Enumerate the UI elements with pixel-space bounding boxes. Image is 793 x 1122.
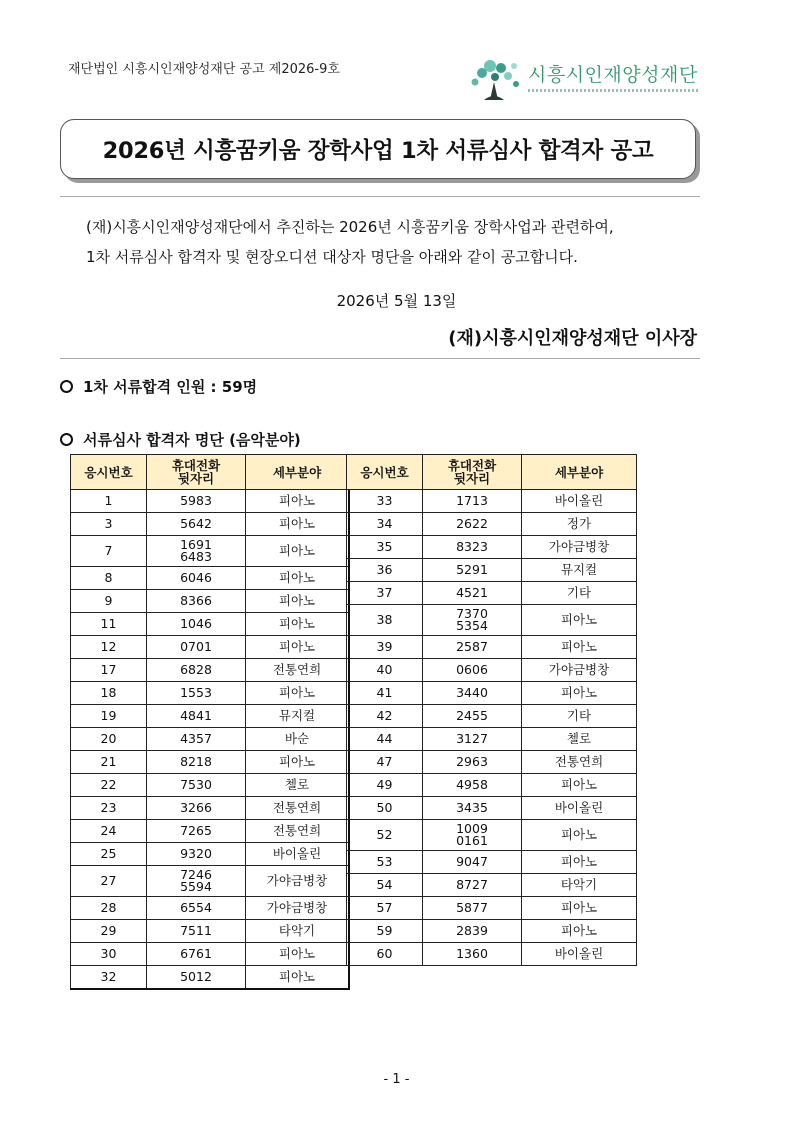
- table-row: [347, 513, 637, 536]
- table-row: [71, 820, 350, 843]
- field-cell: 피아노: [522, 682, 637, 705]
- column-header-phone: 휴대전화 뒷자리: [423, 455, 522, 490]
- applicant-number-cell: 29: [71, 920, 147, 943]
- field-cell: 가야금병창: [246, 897, 350, 920]
- phone-digits-cell: 1691 6483: [147, 536, 246, 567]
- phone-digits-cell: 5642: [147, 513, 246, 536]
- phone-digits-cell: 8323: [423, 536, 522, 559]
- field-cell: 피아노: [246, 590, 350, 613]
- page-number: - 1 -: [383, 1072, 410, 1087]
- phone-digits-cell: 7246 5594: [147, 866, 246, 897]
- phone-digits-cell: 5012: [147, 966, 246, 990]
- phone-digits-cell: 9320: [147, 843, 246, 866]
- table-row: [347, 705, 637, 728]
- applicant-number-cell: 50: [347, 797, 423, 820]
- table-row: [347, 490, 637, 513]
- table-row: [71, 613, 350, 636]
- table-row: [347, 820, 637, 851]
- field-cell: 전통연희: [246, 820, 350, 843]
- applicant-number-cell: 57: [347, 897, 423, 920]
- notice-body: [86, 212, 706, 272]
- logo-subtitle-line: [528, 89, 700, 92]
- applicant-number-cell: 36: [347, 559, 423, 582]
- applicant-number-cell: 21: [71, 751, 147, 774]
- field-cell: 바이올린: [522, 490, 637, 513]
- passed-table-left: [70, 454, 350, 990]
- applicant-number-cell: 8: [71, 567, 147, 590]
- applicant-number-cell: 40: [347, 659, 423, 682]
- title-box: [60, 119, 696, 179]
- passed-table-right: [346, 454, 637, 966]
- field-cell: 피아노: [246, 966, 350, 990]
- table-row: [71, 774, 350, 797]
- field-cell: 뮤지컬: [522, 559, 637, 582]
- section-label: 1차 서류합격 인원 : 59명: [83, 378, 258, 396]
- phone-digits-cell: 0606: [423, 659, 522, 682]
- table-row: [71, 797, 350, 820]
- applicant-number-cell: 3: [71, 513, 147, 536]
- phone-digits-cell: 8218: [147, 751, 246, 774]
- table-row: [347, 636, 637, 659]
- phone-digits-cell: 6046: [147, 567, 246, 590]
- table-row: [347, 659, 637, 682]
- applicant-number-cell: 17: [71, 659, 147, 682]
- field-cell: 피아노: [522, 636, 637, 659]
- section-label: 서류심사 합격자 명단 (음악분야): [83, 431, 301, 449]
- applicant-number-cell: 19: [71, 705, 147, 728]
- notice-date: 2026년 5월 13일: [336, 292, 457, 310]
- applicant-number-cell: 32: [71, 966, 147, 990]
- applicant-number-cell: 34: [347, 513, 423, 536]
- section-passed-count: [60, 376, 257, 397]
- applicant-number-cell: 38: [347, 605, 423, 636]
- field-cell: 피아노: [522, 774, 637, 797]
- applicant-number-cell: 59: [347, 920, 423, 943]
- field-cell: 가야금병창: [522, 659, 637, 682]
- applicant-number-cell: 37: [347, 582, 423, 605]
- phone-digits-cell: 2622: [423, 513, 522, 536]
- phone-digits-cell: 3127: [423, 728, 522, 751]
- table-row: [347, 559, 637, 582]
- field-cell: 타악기: [522, 874, 637, 897]
- applicant-number-cell: 33: [347, 490, 423, 513]
- field-cell: 첼로: [522, 728, 637, 751]
- divider: [60, 358, 700, 359]
- field-cell: 전통연희: [246, 659, 350, 682]
- table-row: [71, 943, 350, 966]
- applicant-number-cell: 49: [347, 774, 423, 797]
- field-cell: 전통연희: [522, 751, 637, 774]
- field-cell: 피아노: [522, 820, 637, 851]
- phone-digits-cell: 8727: [423, 874, 522, 897]
- field-cell: 피아노: [246, 490, 350, 513]
- field-cell: 가야금병창: [246, 866, 350, 897]
- field-cell: 피아노: [246, 513, 350, 536]
- page-title: 2026년 시흥꿈키움 장학사업 1차 서류심사 합격자 공고: [102, 138, 654, 164]
- table-row: [71, 866, 350, 897]
- tree-logo-icon: [468, 58, 524, 102]
- applicant-number-cell: 60: [347, 943, 423, 966]
- applicant-number-cell: 39: [347, 636, 423, 659]
- applicant-number-cell: 30: [71, 943, 147, 966]
- phone-digits-cell: 2455: [423, 705, 522, 728]
- applicant-number-cell: 18: [71, 682, 147, 705]
- field-cell: 피아노: [522, 605, 637, 636]
- applicant-number-cell: 23: [71, 797, 147, 820]
- field-cell: 피아노: [246, 636, 350, 659]
- phone-digits-cell: 7265: [147, 820, 246, 843]
- divider: [60, 196, 700, 197]
- phone-digits-cell: 2587: [423, 636, 522, 659]
- applicant-number-cell: 47: [347, 751, 423, 774]
- field-cell: 피아노: [246, 943, 350, 966]
- field-cell: 바순: [246, 728, 350, 751]
- applicant-number-cell: 25: [71, 843, 147, 866]
- field-cell: 피아노: [246, 682, 350, 705]
- field-cell: 전통연희: [246, 797, 350, 820]
- phone-digits-cell: 3435: [423, 797, 522, 820]
- notice-number: 재단법인 시흥시인재양성재단 공고 제2026-9호: [68, 62, 340, 77]
- applicant-number-cell: 42: [347, 705, 423, 728]
- field-cell: 기타: [522, 582, 637, 605]
- field-cell: 기타: [522, 705, 637, 728]
- phone-digits-cell: 6554: [147, 897, 246, 920]
- field-cell: 피아노: [522, 920, 637, 943]
- table-row: [347, 751, 637, 774]
- foundation-logo: [468, 58, 708, 102]
- phone-digits-cell: 3266: [147, 797, 246, 820]
- column-header-phone: 휴대전화 뒷자리: [147, 455, 246, 490]
- table-row: [347, 851, 637, 874]
- field-cell: 바이올린: [246, 843, 350, 866]
- applicant-number-cell: 54: [347, 874, 423, 897]
- phone-digits-cell: 7530: [147, 774, 246, 797]
- applicant-number-cell: 24: [71, 820, 147, 843]
- phone-digits-cell: 6828: [147, 659, 246, 682]
- phone-digits-cell: 1553: [147, 682, 246, 705]
- circle-bullet-icon: [60, 433, 73, 446]
- applicant-number-cell: 27: [71, 866, 147, 897]
- applicant-number-cell: 22: [71, 774, 147, 797]
- table-row: [347, 536, 637, 559]
- phone-digits-cell: 4357: [147, 728, 246, 751]
- table-row: [347, 582, 637, 605]
- applicant-number-cell: 44: [347, 728, 423, 751]
- table-row: [71, 751, 350, 774]
- signature: (재)시흥시인재양성재단 이사장: [448, 328, 697, 349]
- table-row: [71, 567, 350, 590]
- table-row: [71, 536, 350, 567]
- table-row: [347, 874, 637, 897]
- phone-digits-cell: 1046: [147, 613, 246, 636]
- table-row: [71, 966, 350, 990]
- logo-text: 시흥시인재양성재단: [528, 64, 698, 86]
- circle-bullet-icon: [60, 380, 73, 393]
- phone-digits-cell: 5291: [423, 559, 522, 582]
- phone-digits-cell: 4958: [423, 774, 522, 797]
- applicant-number-cell: 28: [71, 897, 147, 920]
- phone-digits-cell: 1009 0161: [423, 820, 522, 851]
- phone-digits-cell: 4521: [423, 582, 522, 605]
- phone-digits-cell: 1713: [423, 490, 522, 513]
- applicant-number-cell: 1: [71, 490, 147, 513]
- field-cell: 피아노: [246, 751, 350, 774]
- field-cell: 정가: [522, 513, 637, 536]
- field-cell: 피아노: [246, 613, 350, 636]
- applicant-number-cell: 53: [347, 851, 423, 874]
- table-row: [71, 659, 350, 682]
- body-line-2: 1차 서류심사 합격자 및 현장오디션 대상자 명단을 아래와 같이 공고합니다.: [86, 248, 578, 266]
- applicant-number-cell: 7: [71, 536, 147, 567]
- phone-digits-cell: 5877: [423, 897, 522, 920]
- field-cell: 피아노: [522, 851, 637, 874]
- phone-digits-cell: 1360: [423, 943, 522, 966]
- applicant-number-cell: 9: [71, 590, 147, 613]
- table-row: [347, 774, 637, 797]
- applicant-number-cell: 35: [347, 536, 423, 559]
- phone-digits-cell: 9047: [423, 851, 522, 874]
- table-row: [71, 636, 350, 659]
- table-row: [71, 590, 350, 613]
- table-row: [347, 682, 637, 705]
- table-row: [71, 682, 350, 705]
- applicant-number-cell: 20: [71, 728, 147, 751]
- field-cell: 피아노: [246, 536, 350, 567]
- table-row: [347, 897, 637, 920]
- table-row: [71, 897, 350, 920]
- section-passed-list: [60, 429, 301, 450]
- column-header-number: 응시번호: [71, 455, 147, 490]
- table-row: [347, 797, 637, 820]
- phone-digits-cell: 3440: [423, 682, 522, 705]
- phone-digits-cell: 2839: [423, 920, 522, 943]
- field-cell: 가야금병창: [522, 536, 637, 559]
- applicant-number-cell: 52: [347, 820, 423, 851]
- phone-digits-cell: 5983: [147, 490, 246, 513]
- table-row: [347, 605, 637, 636]
- field-cell: 타악기: [246, 920, 350, 943]
- table-row: [71, 705, 350, 728]
- field-cell: 뮤지컬: [246, 705, 350, 728]
- field-cell: 피아노: [246, 567, 350, 590]
- applicant-number-cell: 41: [347, 682, 423, 705]
- phone-digits-cell: 2963: [423, 751, 522, 774]
- phone-digits-cell: 7370 5354: [423, 605, 522, 636]
- table-row: [347, 728, 637, 751]
- table-row: [71, 490, 350, 513]
- table-row: [71, 728, 350, 751]
- field-cell: 바이올린: [522, 797, 637, 820]
- field-cell: 첼로: [246, 774, 350, 797]
- field-cell: 바이올린: [522, 943, 637, 966]
- column-header-number: 응시번호: [347, 455, 423, 490]
- phone-digits-cell: 8366: [147, 590, 246, 613]
- applicant-number-cell: 11: [71, 613, 147, 636]
- phone-digits-cell: 6761: [147, 943, 246, 966]
- phone-digits-cell: 7511: [147, 920, 246, 943]
- field-cell: 피아노: [522, 897, 637, 920]
- body-line-1: (재)시흥시인재양성재단에서 추진하는 2026년 시흥꿈키움 장학사업과 관련하여,: [86, 218, 614, 236]
- table-row: [71, 513, 350, 536]
- phone-digits-cell: 4841: [147, 705, 246, 728]
- column-header-field: 세부분야: [522, 455, 637, 490]
- table-row: [347, 920, 637, 943]
- column-header-field: 세부분야: [246, 455, 350, 490]
- phone-digits-cell: 0701: [147, 636, 246, 659]
- table-row: [71, 843, 350, 866]
- applicant-number-cell: 12: [71, 636, 147, 659]
- table-row: [347, 943, 637, 966]
- table-row: [71, 920, 350, 943]
